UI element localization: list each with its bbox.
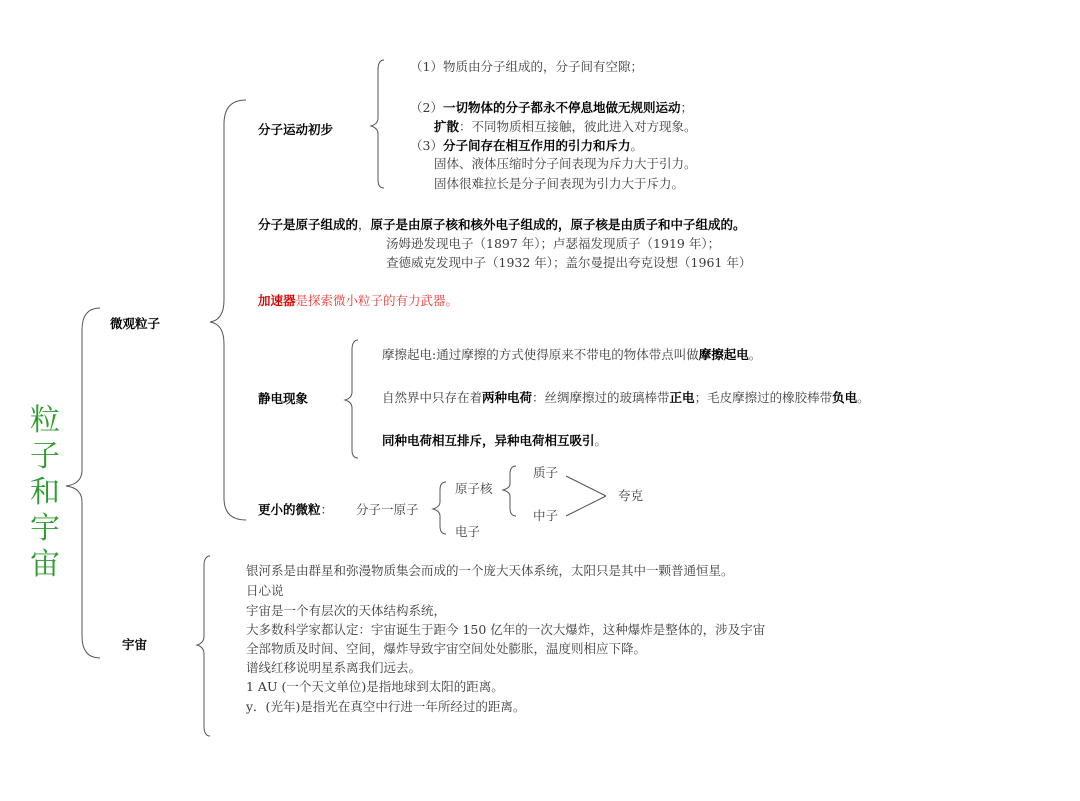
structure-line-1: 分子是原子组成的，原子是由原子核和核外电子组成的，原子核是由质子和中子组成的。 bbox=[258, 217, 746, 232]
electrostatic-line-2: 自然界中只存在着两种电荷：丝绸摩擦过的玻璃棒带正电；毛皮摩擦过的橡胶棒带负电。 bbox=[382, 390, 870, 405]
micro-particles-node: 微观粒子 bbox=[110, 316, 161, 331]
electrostatic-line-3: 同种电荷相互排斥，异种电荷相互吸引。 bbox=[382, 433, 608, 448]
universe-line-8: y．(光年)是指光在真空中行进一年所经过的距离。 bbox=[246, 699, 526, 714]
neutron-label: 中子 bbox=[533, 508, 559, 523]
molecular-bracket bbox=[371, 60, 384, 188]
structure-line-3: 查德威克发现中子（1932 年）；盖尔曼提出夸克设想（1961 年） bbox=[386, 255, 752, 270]
universe-line-7: 1 AU (一个天文单位)是指地球到太阳的距离。 bbox=[246, 679, 504, 694]
micro-bracket bbox=[210, 100, 246, 520]
universe-line-6: 谱线红移说明星系离我们远去。 bbox=[246, 660, 422, 675]
quark-label: 夸克 bbox=[618, 488, 644, 503]
page-title: 粒子和宇宙 bbox=[30, 403, 60, 582]
electrostatic-bracket bbox=[345, 340, 358, 458]
nucleus-label: 原子核 bbox=[455, 481, 493, 496]
universe-line-2: 日心说 bbox=[246, 583, 284, 598]
diffusion-line: 扩散：不同物质相互接触，彼此进入对方现象。 bbox=[434, 119, 697, 134]
main-bracket bbox=[66, 308, 100, 658]
structure-line-2: 汤姆逊发现电子（1897 年）；卢瑟福发现质子（1919 年）； bbox=[386, 236, 721, 251]
molecular-item-3: （3）分子间存在相互作用的引力和斥力。 bbox=[410, 138, 643, 153]
universe-line-4: 大多数科学家都认定：宇宙诞生于距今 150 亿年的一次大爆炸，这种爆炸是整体的，涉及宇宙 bbox=[246, 622, 766, 637]
molecule-atom-label: 分子一原子 bbox=[356, 502, 419, 517]
accelerator-line: 加速器是探索微小粒子的有力武器。 bbox=[258, 293, 459, 308]
universe-line-1: 银河系是由群星和弥漫物质集会而成的一个庞大天体系统，太阳只是其中一颗普通恒星。 bbox=[246, 563, 734, 578]
molecular-motion-node: 分子运动初步 bbox=[258, 122, 334, 137]
tension-line: 固体很难拉长是分子间表现为引力大于斥力。 bbox=[434, 176, 685, 191]
electrostatic-node: 静电现象 bbox=[258, 391, 309, 406]
universe-line-3: 宇宙是一个有层次的天体结构系统， bbox=[246, 603, 447, 618]
universe-line-5: 全部物质及时间、空间，爆炸导致宇宙空间处处膨胀，温度则相应下降。 bbox=[246, 641, 647, 656]
smaller-particles-node: 更小的微粒： bbox=[258, 502, 334, 517]
atom-bracket bbox=[433, 482, 446, 534]
molecular-item-1: （1）物质由分子组成的，分子间有空隙； bbox=[410, 59, 643, 74]
neutron-quark-line bbox=[566, 496, 606, 516]
molecular-item-2: （2）一切物体的分子都永不停息地做无规则运动； bbox=[410, 100, 693, 115]
proton-label: 质子 bbox=[533, 465, 559, 480]
compression-line: 固体、液体压缩时分子间表现为斥力大于引力。 bbox=[434, 156, 697, 171]
electron-label: 电子 bbox=[455, 524, 481, 539]
electrostatic-line-1: 摩擦起电:通过摩擦的方式使得原来不带电的物体带点叫做摩擦起电。 bbox=[382, 347, 762, 362]
universe-bracket bbox=[197, 556, 210, 736]
nucleus-bracket bbox=[503, 466, 516, 516]
proton-quark-line bbox=[566, 476, 606, 496]
universe-node: 宇宙 bbox=[122, 637, 148, 652]
